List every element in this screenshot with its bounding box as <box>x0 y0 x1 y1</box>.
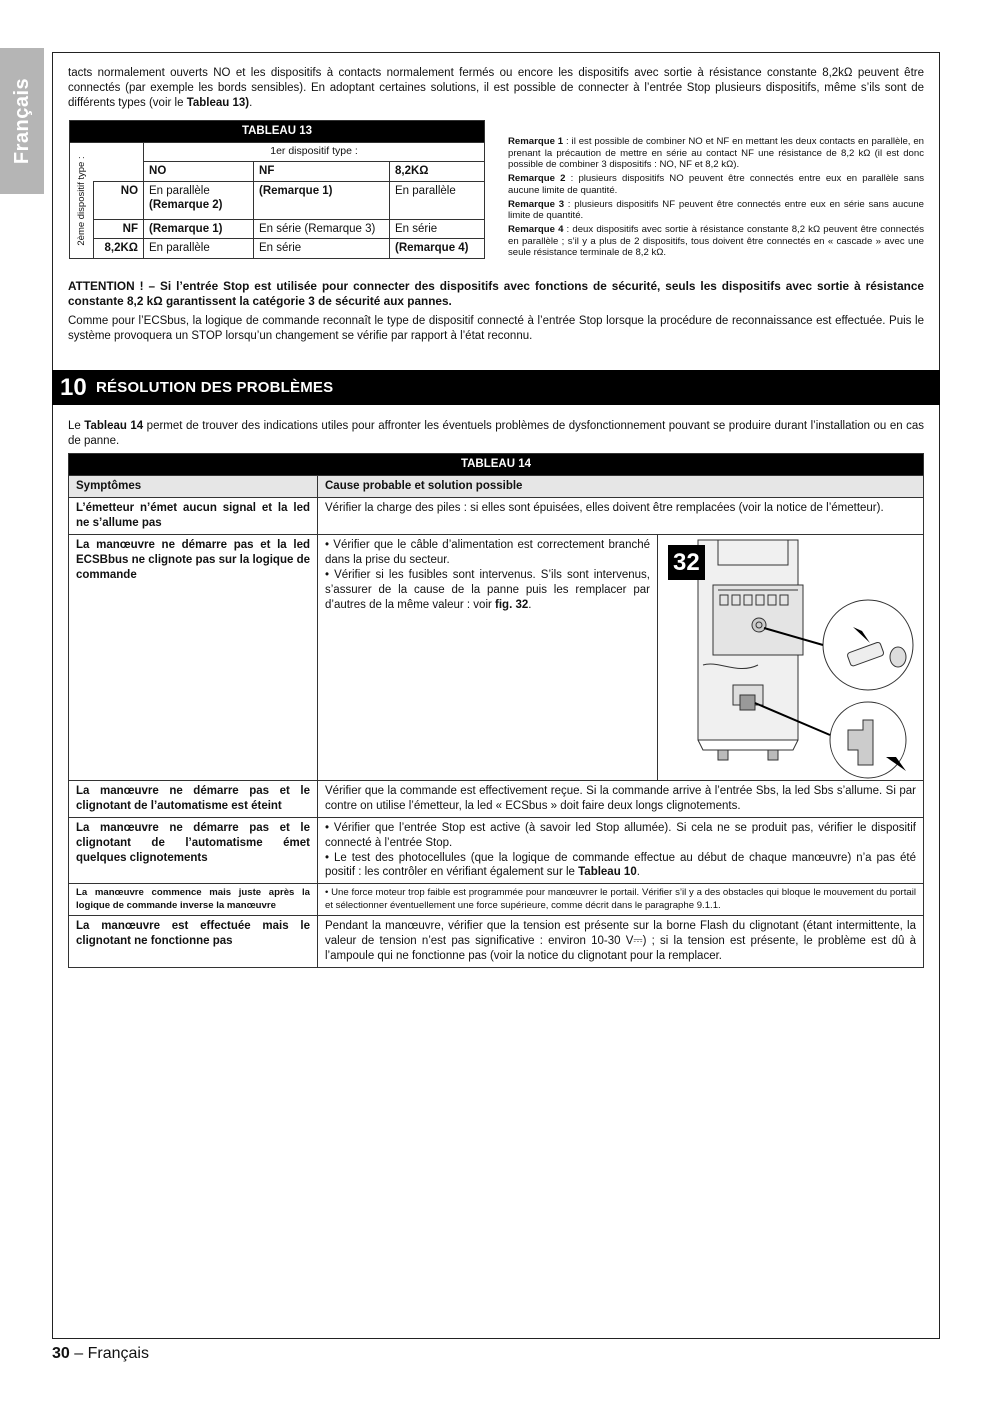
cause-cell: • Une force moteur trop faible est programmée pour manœuvrer le portail. Vérifier s’il y a des obstacles qui bloque le mouvement du portail et sélectionner éventuellement une force supérieure, comme décrit dans le paragraphe 9.1.1. <box>318 884 924 916</box>
cell-text: En parallèle <box>149 184 210 197</box>
col-header-82k: 8,2KΩ <box>390 161 485 181</box>
cell-nf-82k: En série <box>390 219 485 239</box>
intro-c: permet de trouver des indications utiles pour affronter les éventuels problèmes de dysfonctionnement pouvant se produire durant l’installation ou en cas de panne. <box>68 420 924 447</box>
figure-32 <box>658 535 923 780</box>
row-header-82k: 8,2KΩ <box>94 239 144 259</box>
col-header-symptomes: Symptômes <box>69 475 318 497</box>
bullet-text: • Le test des photocellules (que la logique de commande effectue au début de chaque manœuvre) n’a pas été positif : les contrôler en vérifiant également sur le <box>325 851 916 879</box>
remark-text: : deux dispositifs avec sortie à résistance constante 8,2 kΩ peuvent être connectés en parallèle ; s’il y a plus de 2 dispositifs, tous doivent être connectés en « cascade » avec une seule résistance terminale de 8,2 kΩ. <box>508 223 925 259</box>
section-number: 10 <box>60 373 87 401</box>
intro-a: Le <box>68 420 85 432</box>
table-row <box>69 497 924 534</box>
cause-cell: Pendant la manœuvre, vérifier que la tension est présente sur la borne Flash du clignotant (étant intermittente, la valeur de tension n’est pas significative : environ 10-30 V⎓) ; si la tension est présente, le problème est dû à l’ampoule qui ne fonctionne pas (voir la notice du clignotant pour la remplacer. <box>318 916 924 968</box>
attention-warning: ATTENTION ! – Si l’entrée Stop est utilisée pour connecter des dispositifs avec fonctions de sécurité, seuls les dispositifs avec sortie à résistance constante 8,2 kΩ garantissent la catégorie 3 de sécurité aux pannes. <box>68 279 924 309</box>
symptom-cell: La manœuvre ne démarre pas et la led ECSBbus ne clignote pas sur la logique de commande <box>69 534 318 780</box>
row-header-nf: NF <box>94 219 144 239</box>
symptom-cell: La manœuvre commence mais juste après la logique de commande inverse la manœuvre <box>69 884 318 916</box>
symptom-cell: La manœuvre ne démarre pas et le clignotant de l’automatisme est éteint <box>69 780 318 817</box>
remark-text: : il est possible de combiner NO et NF en mettant les deux contacts en parallèle, en prenant la précaution de mettre en série au contact NF une résistance de 8,2 kΩ (il est donc possible de combiner 3 dispositifs : NO, NF et 8,2 kΩ). <box>508 136 924 171</box>
bullet <box>325 851 916 881</box>
table-ref: Tableau 10 <box>578 866 637 879</box>
cell-82k-nf: En série <box>254 239 390 259</box>
remark-text: : plusieurs dispositifs NF peuvent être connectés entre eux en série sans aucune limite de quantité. <box>508 198 924 222</box>
footer-separator: – <box>69 1345 88 1362</box>
cell-82k-82k <box>390 239 485 259</box>
cell-remark: (Remarque 1) <box>149 222 223 235</box>
remark-2 <box>508 173 924 196</box>
page-number: 30 <box>52 1345 70 1362</box>
cause-text <box>318 535 658 780</box>
cell-82k-no: En parallèle <box>144 239 254 259</box>
remark-label: Remarque 4 <box>508 223 564 235</box>
intro-table-ref: Tableau 14 <box>84 420 144 432</box>
tableau-14 <box>68 453 924 968</box>
col-header-cause: Cause probable et solution possible <box>318 475 924 497</box>
cause-cell: Vérifier la charge des piles : si elles sont épuisées, elles doivent être remplacées (voir la notice de l’émetteur). <box>318 497 924 534</box>
bullet-end: . <box>528 598 532 611</box>
figure-number: 32 <box>668 545 705 580</box>
remark-4 <box>508 224 924 259</box>
remark-text: : plusieurs dispositifs NO peuvent être connectés entre eux en parallèle sans aucune limite de quantité. <box>508 173 924 196</box>
cell-nf-no <box>144 219 254 239</box>
intro-paragraph <box>68 66 924 111</box>
bullet-text: • Vérifier si les fusibles sont intervenus. S’ils sont intervenus, s’assurer de la cause de la panne puis les remplacer par d’autres de la même valeur : voir <box>325 568 650 611</box>
col-header-nf: NF <box>254 161 390 181</box>
cell-no-nf <box>254 181 390 219</box>
table-row <box>69 534 924 780</box>
second-type-label-cell <box>70 142 94 258</box>
corner-cell <box>94 142 144 181</box>
section-header <box>52 370 940 405</box>
symptom-cell: La manœuvre ne démarre pas et le clignotant de l’automatisme émet quelques clignotements <box>69 817 318 884</box>
cell-no-82k: En parallèle <box>390 181 485 219</box>
first-type-label: 1er dispositif type : <box>144 142 485 161</box>
intro-table-ref: Tableau 13) <box>186 96 250 109</box>
figure-ref: fig. 32 <box>495 598 529 611</box>
remarks-block <box>508 136 924 261</box>
cell-remark: (Remarque 4) <box>395 242 469 255</box>
tableau-14-title: TABLEAU 14 <box>69 454 924 476</box>
table-row <box>69 780 924 817</box>
remark-label: Remarque 1 <box>508 136 564 147</box>
cell-nf-nf: En série (Remarque 3) <box>254 219 390 239</box>
remark-3 <box>508 199 924 222</box>
cause-cell <box>318 817 924 884</box>
language-label: Français <box>11 77 33 165</box>
row-header-no: NO <box>94 181 144 219</box>
page-footer <box>52 1344 149 1365</box>
table-row <box>69 916 924 968</box>
symptom-cell: La manœuvre est effectuée mais le clignotant ne fonctionne pas <box>69 916 318 968</box>
bullet: • Vérifier que le câble d’alimentation est correctement branché dans la prise du secteur. <box>325 538 650 566</box>
second-type-label: 2ème dispositif type : <box>75 156 87 246</box>
language-side-tab <box>0 48 44 194</box>
bullet <box>325 568 650 613</box>
remark-label: Remarque 3 <box>508 198 565 210</box>
cell-remark: (Remarque 2) <box>149 199 223 212</box>
tableau-13 <box>69 120 485 259</box>
remark-1 <box>508 136 924 171</box>
col-header-no: NO <box>144 161 254 181</box>
table-row <box>69 884 924 916</box>
cause-cell: Vérifier que la commande est effectivement reçue. Si la commande arrive à l’entrée Sbs, la led Sbs s’allume. Si par contre on utilise l’émetteur, la led « ECSbus » doit faire deux longs clignotements. <box>318 780 924 817</box>
intro-text: tacts normalement ouverts NO et les dispositifs à contacts normalement fermés ou encore les dispositifs avec sortie à résistance constante 8,2kΩ peuvent être connectés (par exemple les bords sensibles). En adoptant certaines solutions, il est possible de connecter à l’entrée Stop plusieurs dispositifs, même s’ils sont de différents types (voir le <box>68 67 924 109</box>
bullet: • Vérifier que l’entrée Stop est active (à savoir led Stop allumée). Si cela ne se produit pas, vérifier le dispositif connecté à l’entrée Stop. <box>325 821 916 849</box>
remark-label: Remarque 2 <box>508 173 566 185</box>
tableau-14-intro <box>68 419 924 449</box>
cell-remark: (Remarque 1) <box>259 184 333 197</box>
ecsbus-paragraph: Comme pour l’ECSbus, la logique de commande reconnaît le type de dispositif connecté à l’entrée Stop lorsque la procédure de reconnaissance est effectuée. Puis le système provoquera un STOP lorsqu’un changement se vérifie par rapport à l’état reconnu. <box>68 315 924 342</box>
section-title: RÉSOLUTION DES PROBLÈMES <box>96 378 334 396</box>
symptom-cell: L’émetteur n’émet aucun signal et la led ne s’allume pas <box>69 497 318 534</box>
footer-language: Français <box>87 1345 149 1362</box>
bullet-end: . <box>636 866 640 879</box>
cell-no-no <box>144 181 254 219</box>
intro-end: . <box>249 96 253 109</box>
cause-cell <box>318 534 924 780</box>
tableau-13-title: TABLEAU 13 <box>70 121 485 143</box>
table-row <box>69 817 924 884</box>
